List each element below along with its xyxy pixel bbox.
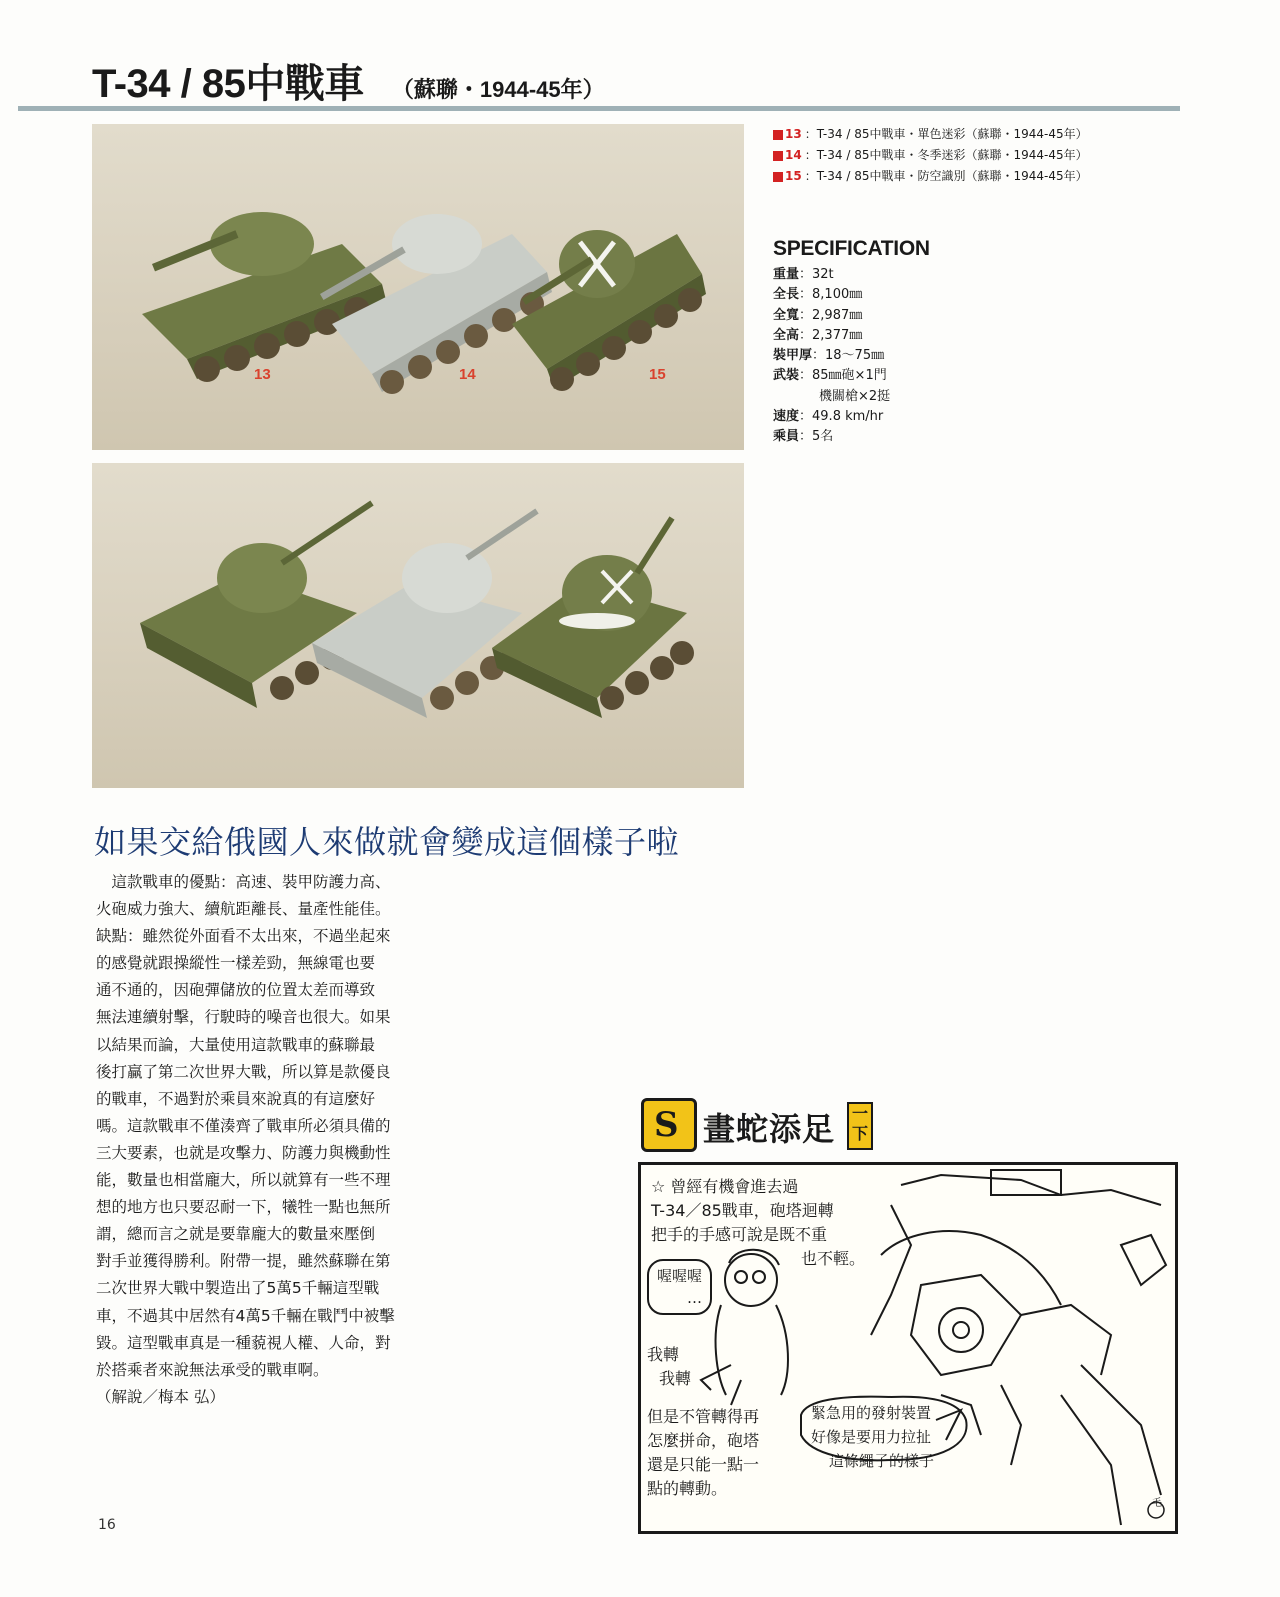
spec-row-speed: 速度 ：49.8 km/hr xyxy=(773,409,884,425)
article-headline: 如果交給俄國人來做就會變成這個樣子啦 xyxy=(94,823,680,861)
body-line: 以結果而論，大量使用這款戰車的蘇聯最 xyxy=(96,1035,376,1054)
legend-square-icon xyxy=(773,172,783,182)
body-line: 通不通的，因砲彈儲放的位置太差而導致 xyxy=(96,981,376,1000)
tank-15-model xyxy=(512,230,706,391)
comic-panel xyxy=(638,1162,1178,1534)
tank-15-rear-model xyxy=(492,518,694,718)
body-line: 能，數量也相當龐大，所以就算有一些不理 xyxy=(96,1171,391,1190)
body-line: 對手並獲得勝利。附帶一提，雖然蘇聯在第 xyxy=(96,1252,391,1271)
spec-row-width: 全寬 ：2,987㎜ xyxy=(773,307,863,323)
page-subtitle: （蘇聯・1944-45年） xyxy=(391,77,605,102)
body-line: 三大要素，也就是攻擊力、防護力與機動性 xyxy=(96,1143,391,1162)
page-number: 16 xyxy=(98,1517,116,1533)
photo-label-14: 14 xyxy=(459,366,476,383)
legend-item-15: 15 ：T-34 / 85中戰車・防空識別（蘇聯・1944-45年） xyxy=(773,166,1088,187)
body-line: 無法連續射擊，行駛時的噪音也很大。如果 xyxy=(96,1008,391,1027)
body-line: 缺點：雖然從外面看不太出來，不過坐起來 xyxy=(96,927,391,946)
legend-square-icon xyxy=(773,130,783,140)
tank-models-rear-illustration xyxy=(92,463,744,788)
comic-title-suffix: 一下 xyxy=(847,1102,873,1150)
body-line: 火砲威力強大、續航距離長、量產性能佳。 xyxy=(96,900,391,919)
legend-square-icon xyxy=(773,151,783,161)
tank-models-top-illustration xyxy=(92,124,744,450)
model-legend xyxy=(773,124,1088,187)
spec-heading: SPECIFICATION xyxy=(773,237,930,260)
comic-caption-top: ☆ 曾經有機會進去過 T-34／85戰車，砲塔迴轉 把手的手感可說是既不重 也不輕。 xyxy=(651,1177,866,1268)
body-line: 的感覺就跟操縱性一樣差勁，無線電也要 xyxy=(96,954,376,973)
photo-label-15: 15 xyxy=(649,366,666,383)
comic-caption-bottom-left: 但是不管轉得再 怎麼拼命，砲塔 還是只能一點一 點的轉動。 xyxy=(647,1407,760,1498)
person-figure xyxy=(701,1250,788,1405)
body-line: 想的地方也只要忍耐一下，犧牲一點也無所 xyxy=(96,1198,391,1217)
page-title: T-34 / 85中戰車 xyxy=(92,62,364,106)
header-rule xyxy=(18,106,1180,111)
spec-list xyxy=(773,265,890,448)
body-line: 後打贏了第二次世界大戰，所以算是款優良 xyxy=(96,1062,391,1081)
article-credit: （解說／梅本 弘） xyxy=(96,1387,225,1406)
spec-row-armament-cont: 機關槍×2挺 xyxy=(819,388,891,404)
photo-label-13: 13 xyxy=(254,366,271,383)
body-line: 嗎。這款戰車不僅湊齊了戰車所必須具備的 xyxy=(96,1116,391,1135)
tank-13-rear-model xyxy=(140,503,372,708)
body-line: 這款戰車的優點：高速、裝甲防護力高、 xyxy=(96,873,391,891)
snake-badge-icon: S xyxy=(641,1098,697,1152)
comic-title xyxy=(641,1098,881,1154)
body-line: 車，不過其中居然有4萬5千輛在戰鬥中被擊 xyxy=(96,1306,395,1325)
spec-row-height: 全高 ：2,377㎜ xyxy=(773,327,863,343)
legend-item-14: 14 ：T-34 / 85中戰車・冬季迷彩（蘇聯・1944-45年） xyxy=(773,145,1088,166)
tank-13-model xyxy=(142,212,387,382)
body-line: 毀。這型戰車真是一種藐視人權、人命，對 xyxy=(96,1333,391,1352)
page-header xyxy=(92,52,605,106)
spec-row-armament: 武裝 ：85㎜砲×1門 xyxy=(773,368,887,384)
body-line: 謂，總而言之就是要靠龐大的數量來壓倒 xyxy=(96,1225,376,1244)
body-line: 於搭乘者來說無法承受的戰車啊。 xyxy=(96,1360,329,1379)
spec-row-armor: 裝甲厚 ：18〜75㎜ xyxy=(773,348,885,364)
body-line: 二次世界大戰中製造出了5萬5千輛這型戰 xyxy=(96,1279,380,1298)
article-body xyxy=(96,869,442,1411)
comic-title-text: 畫蛇添足 xyxy=(703,1110,836,1148)
comic-bubble-ohoho: 喔喔喔 … xyxy=(647,1259,712,1315)
comic-turn-text: 我轉 我轉 xyxy=(647,1345,692,1388)
spec-row-weight: 重量 ：32t xyxy=(773,267,834,282)
spec-row-crew: 乘員 ：5名 xyxy=(773,429,834,445)
spec-row-length: 全長 ：8,100㎜ xyxy=(773,287,863,303)
legend-item-13: 13 ：T-34 / 85中戰車・單色迷彩（蘇聯・1944-45年） xyxy=(773,124,1088,145)
comic-signature: 毛 xyxy=(1152,1498,1162,1509)
comic-caption-bottom-right: 緊急用的發射裝置 好像是要用力拉扯 這條繩子的樣子 xyxy=(811,1404,935,1470)
body-line: 的戰車，不過對於乘員來說真的有這麼好 xyxy=(96,1089,376,1108)
tank-photo-top xyxy=(92,124,744,450)
tank-photo-bottom xyxy=(92,463,744,788)
